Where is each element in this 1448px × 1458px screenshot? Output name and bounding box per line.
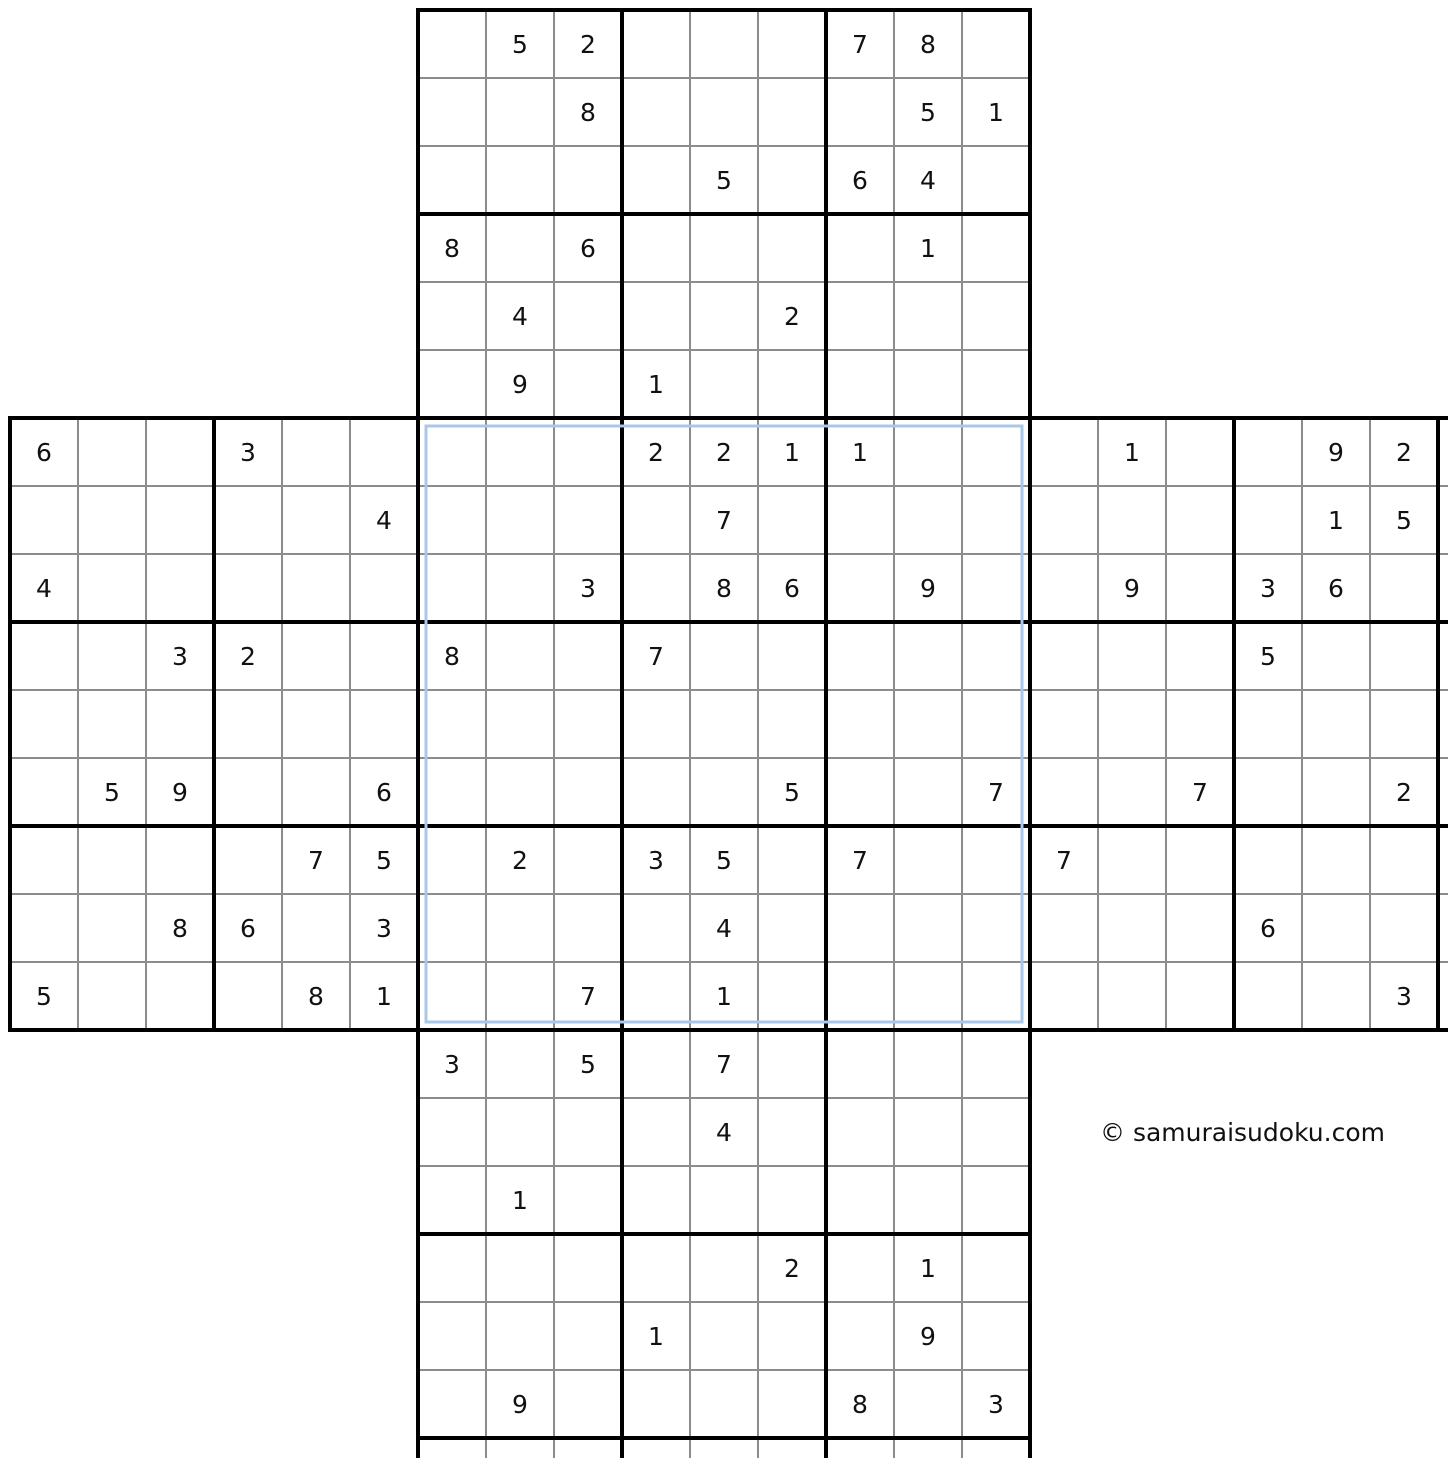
- given-digit: 9: [1124, 574, 1140, 603]
- given-digit: 2: [240, 642, 256, 671]
- given-digit: 7: [716, 1050, 732, 1079]
- given-digit: 3: [580, 574, 596, 603]
- grid-lines: [10, 10, 1448, 1458]
- given-digit: 8: [308, 982, 324, 1011]
- given-digit: 1: [376, 982, 392, 1011]
- given-digit: 1: [784, 438, 800, 467]
- given-digit: 7: [852, 846, 868, 875]
- given-digit: 6: [1328, 574, 1344, 603]
- given-digit: 5: [1396, 506, 1412, 535]
- given-digit: 3: [240, 438, 256, 467]
- given-digit: 2: [580, 30, 596, 59]
- given-digit: 5: [580, 1050, 596, 1079]
- given-digit: 3: [988, 1390, 1004, 1419]
- given-digit: 1: [648, 370, 664, 399]
- given-digit: 6: [36, 438, 52, 467]
- given-digit: 5: [784, 778, 800, 807]
- given-digit: 9: [1328, 438, 1344, 467]
- given-digit: 5: [1260, 642, 1276, 671]
- given-digit: 3: [444, 1050, 460, 1079]
- given-digit: 8: [716, 574, 732, 603]
- given-digit: 4: [716, 1118, 732, 1147]
- given-digit: 2: [1396, 438, 1412, 467]
- given-digit: 7: [1192, 778, 1208, 807]
- given-digit: 4: [512, 302, 528, 331]
- given-digit: 8: [444, 234, 460, 263]
- given-digit: 4: [716, 914, 732, 943]
- given-digit: 4: [920, 166, 936, 195]
- given-digit: 5: [920, 98, 936, 127]
- given-digit: 7: [716, 506, 732, 535]
- given-digit: 9: [920, 574, 936, 603]
- given-digit: 7: [852, 30, 868, 59]
- given-digit: 9: [512, 1390, 528, 1419]
- given-digit: 3: [648, 846, 664, 875]
- given-digit: 8: [852, 1390, 868, 1419]
- given-digit: 6: [240, 914, 256, 943]
- given-digit: 4: [36, 574, 52, 603]
- given-digit: 8: [580, 98, 596, 127]
- given-digit: 5: [36, 982, 52, 1011]
- given-digit: 6: [376, 778, 392, 807]
- given-digit: 1: [988, 98, 1004, 127]
- copyright-credit: © samuraisudoku.com: [1100, 1118, 1385, 1147]
- given-digit: 7: [648, 642, 664, 671]
- given-digit: 1: [920, 234, 936, 263]
- given-digit: 1: [512, 1186, 528, 1215]
- given-digit: 2: [784, 302, 800, 331]
- given-digit: 6: [580, 234, 596, 263]
- given-digit: 3: [1396, 982, 1412, 1011]
- given-digit: 7: [580, 982, 596, 1011]
- given-digit: 1: [920, 1254, 936, 1283]
- given-digit: 6: [784, 574, 800, 603]
- given-digit: 1: [648, 1322, 664, 1351]
- given-digit: 3: [1260, 574, 1276, 603]
- given-digit: 8: [920, 30, 936, 59]
- given-digit: 6: [852, 166, 868, 195]
- given-digit: 5: [104, 778, 120, 807]
- given-digit: 1: [1328, 506, 1344, 535]
- given-digit: 3: [172, 642, 188, 671]
- given-digit: 2: [512, 846, 528, 875]
- given-digit: 2: [716, 438, 732, 467]
- given-digit: 6: [1260, 914, 1276, 943]
- digit-layer: [36, 30, 1448, 1458]
- given-digit: 3: [376, 914, 392, 943]
- given-digit: 5: [716, 846, 732, 875]
- given-digit: 1: [1124, 438, 1140, 467]
- given-digit: 7: [308, 846, 324, 875]
- given-digit: 7: [1056, 846, 1072, 875]
- given-digit: 9: [920, 1322, 936, 1351]
- given-digit: 1: [852, 438, 868, 467]
- given-digit: 8: [444, 642, 460, 671]
- given-digit: 2: [1396, 778, 1412, 807]
- given-digit: 7: [988, 778, 1004, 807]
- given-digit: 9: [512, 370, 528, 399]
- given-digit: 1: [716, 982, 732, 1011]
- given-digit: 9: [172, 778, 188, 807]
- given-digit: 8: [172, 914, 188, 943]
- given-digit: 2: [784, 1254, 800, 1283]
- given-digit: 5: [716, 166, 732, 195]
- given-digit: 5: [512, 30, 528, 59]
- given-digit: 5: [376, 846, 392, 875]
- given-digit: 2: [648, 438, 664, 467]
- given-digit: 4: [376, 506, 392, 535]
